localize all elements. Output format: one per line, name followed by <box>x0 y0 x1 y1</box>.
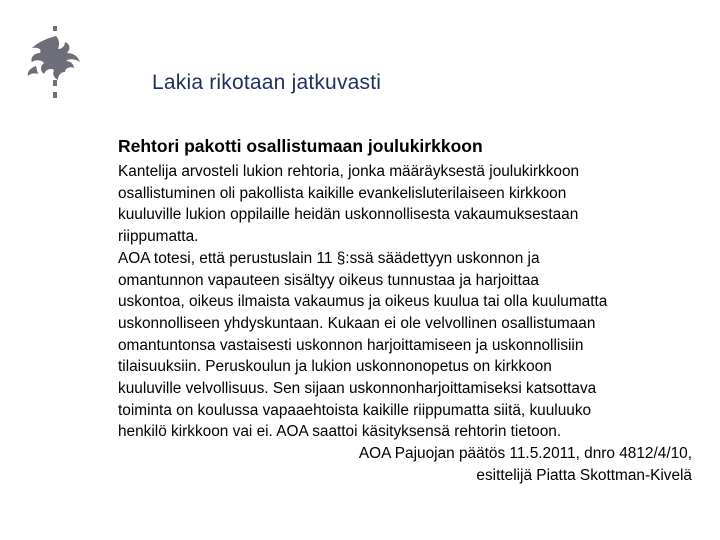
body-line: osallistuminen oli pakollista kaikille evankelisluterilaiseen kirkkoon <box>118 184 567 202</box>
university-helsinki-flame-icon <box>18 22 90 102</box>
source-citation-line-1: AOA Pajuojan päätös 11.5.2011, dnro 4812/4/10, <box>358 445 692 463</box>
body-line: AOA totesi, että perustuslain 11 §:ssä säädettyyn uskonnon ja <box>118 249 540 267</box>
body-line: omantuntonsa vastaisesti uskonnon harjoittamiseen ja uskonnollisiin <box>118 336 584 354</box>
section-subheading: Rehtori pakotti osallistumaan joulukirkkoon <box>118 136 483 156</box>
body-line: Kantelija arvosteli lukion rehtoria, jonka määräyksestä joulukirkkoon <box>118 163 580 180</box>
body-line: henkilö kirkkoon vai ei. AOA saattoi käsityksensä rehtorin tietoon. <box>118 423 562 441</box>
body-line: uskonnolliseen yhdyskuntaan. Kukaan ei ole velvollinen osallistumaan <box>118 314 596 332</box>
body-line: tilaisuuksiin. Peruskoulun ja lukion uskonnonopetus on kirkkoon <box>118 358 552 376</box>
source-citation-line-2: esittelijä Piatta Skottman-Kivelä <box>476 466 692 484</box>
body-line: kuuluville lukion oppilaille heidän uskonnollisesta vakaumuksestaan <box>118 206 579 224</box>
body-line: kuuluville velvollisuus. Sen sijaan uskonnonharjoittamiseksi katsottava <box>118 380 597 398</box>
body-line: riippumatta. <box>118 228 199 246</box>
body-line: toiminta on koulussa vapaaehtoista kaikille riippumatta siitä, kuuluuko <box>118 401 592 419</box>
body-line: uskontoa, oikeus ilmaista vakaumus ja oikeus kuulua tai olla kuulumatta <box>118 293 608 311</box>
page-title: Lakia rikotaan jatkuvasti <box>152 71 382 94</box>
body-line: omantunnon vapauteen sisältyy oikeus tunnustaa ja harjoittaa <box>118 271 539 289</box>
body-text <box>118 161 698 487</box>
